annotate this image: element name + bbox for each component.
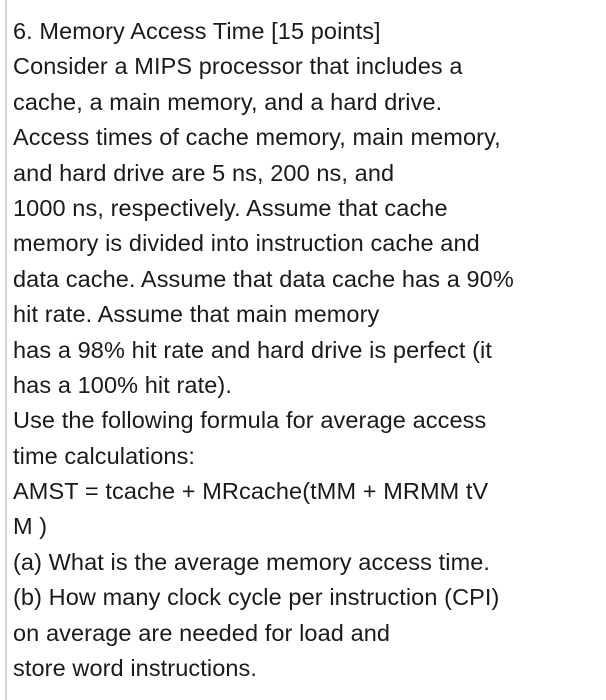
formula-line: M ) xyxy=(13,513,48,540)
text-line: data cache. Assume that data cache has a 90% xyxy=(13,265,514,292)
left-margin-rule xyxy=(5,0,7,700)
question-b: (b) How many clock cycle per instruction (CPI) xyxy=(13,584,500,611)
text-line: cache, a main memory, and a hard drive. xyxy=(13,88,443,115)
text-line: 1000 ns, respectively. Assume that cache xyxy=(13,194,448,221)
text-line: time calculations: xyxy=(13,442,196,469)
text-line: and hard drive are 5 ns, 200 ns, and xyxy=(13,159,395,186)
text-line: Use the following formula for average access xyxy=(13,407,487,434)
formula-line: AMST = tcache + MRcache(tMM + MRMM tV xyxy=(13,478,489,505)
text-line: has a 98% hit rate and hard drive is perfect (it xyxy=(13,336,492,363)
text-line: Access times of cache memory, main memory, xyxy=(13,124,501,151)
question-b: store word instructions. xyxy=(13,655,258,682)
question-a: (a) What is the average memory access time. xyxy=(13,548,491,575)
problem-text xyxy=(13,14,603,686)
text-line: memory is divided into instruction cache and xyxy=(13,230,480,257)
text-line: Consider a MIPS processor that includes a xyxy=(13,53,463,80)
text-line: hit rate. Assume that main memory xyxy=(13,301,380,328)
text-line: has a 100% hit rate). xyxy=(13,371,232,398)
problem-heading: 6. Memory Access Time [15 points] xyxy=(13,18,381,44)
question-b: on average are needed for load and xyxy=(13,619,391,646)
